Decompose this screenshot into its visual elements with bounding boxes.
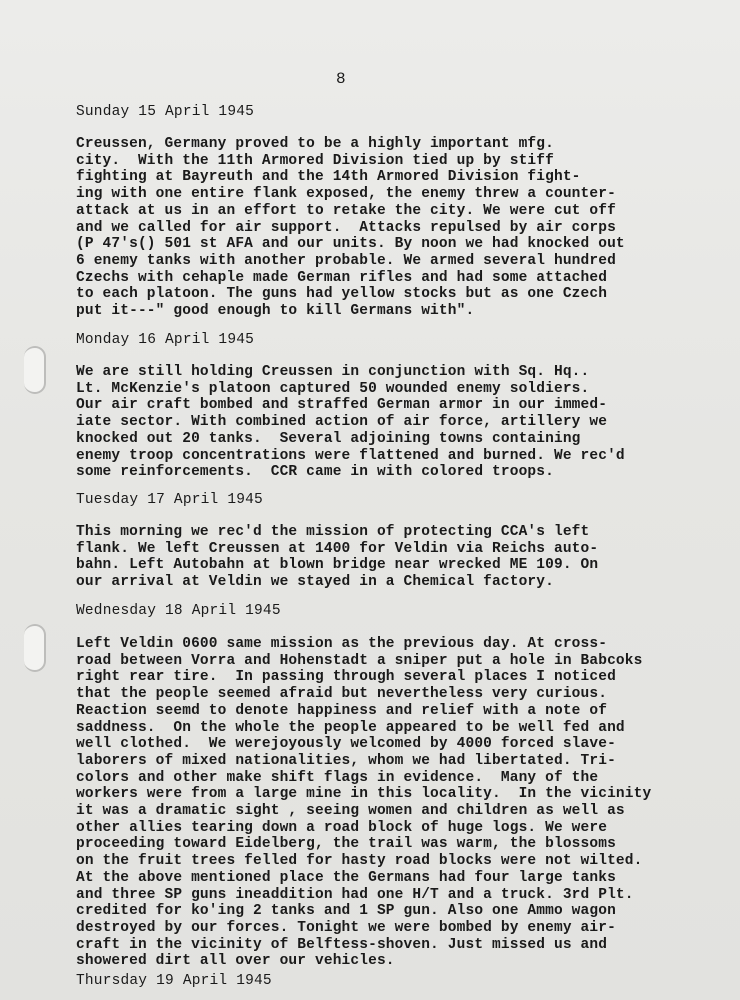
text-line: fighting at Bayreuth and the 14th Armored Division fight- bbox=[76, 169, 581, 186]
text-line: attack at us in an effort to retake the city. We were cut off bbox=[76, 202, 616, 219]
text-line: (P 47's() 501 st AFA and our units. By noon we had knocked out bbox=[76, 236, 625, 253]
text-line: Left Veldin 0600 same mission as the previous day. At cross- bbox=[76, 636, 608, 652]
text-line: workers were from a large mine in this locality. In the vicinity bbox=[76, 786, 652, 803]
text-line: showered dirt all over our vehicles. bbox=[76, 953, 395, 970]
page-number: 8 bbox=[336, 70, 347, 88]
entry-date: Thursday 19 April 1945 bbox=[76, 973, 272, 989]
text-line: laborers of mixed nationalities, whom we had libertated. Tri- bbox=[76, 752, 616, 769]
entry-body bbox=[76, 636, 651, 970]
text-line: some reinforcements. CCR came in with colored troops. bbox=[76, 464, 554, 481]
text-line: iate sector. With combined action of air force, artillery we bbox=[76, 414, 608, 431]
entry-date: Wednesday 18 April 1945 bbox=[76, 603, 281, 619]
text-line: flank. We left Creussen at 1400 for Veldin via Reichs auto- bbox=[76, 540, 599, 557]
text-line: other allies tearing down a road block of huge logs. We were bbox=[76, 819, 608, 836]
text-line: credited for ko'ing 2 tanks and 1 SP gun. Also one Ammo wagon bbox=[76, 903, 616, 920]
text-line: and we called for air support. Attacks repulsed by air corps bbox=[76, 219, 616, 236]
text-line: 6 enemy tanks with another probable. We armed several hundred bbox=[76, 252, 616, 269]
entry-body bbox=[76, 136, 625, 320]
entry-date: Sunday 15 April 1945 bbox=[76, 104, 255, 120]
text-line: knocked out 20 tanks. Several adjoining towns containing bbox=[76, 430, 581, 447]
binder-hole bbox=[24, 346, 46, 394]
text-line: to each platoon. The guns had yellow stocks but as one Czech bbox=[76, 286, 608, 303]
text-line: colors and other make shift flags in evidence. Many of the bbox=[76, 769, 599, 786]
text-line: At the above mentioned place the Germans had four large tanks bbox=[76, 869, 616, 886]
text-line: bahn. Left Autobahn at blown bridge near wrecked ME 109. On bbox=[76, 557, 599, 574]
text-line: on the fruit trees felled for hasty road blocks were not wilted. bbox=[76, 853, 643, 870]
text-line: Creussen, Germany proved to be a highly important mfg. bbox=[76, 136, 554, 152]
entry-body bbox=[76, 364, 625, 481]
text-line: Reaction seemd to denote happiness and relief with a note of bbox=[76, 702, 608, 719]
binder-hole bbox=[24, 624, 46, 672]
text-line: destroyed by our forces. Tonight we were bombed by enemy air- bbox=[76, 919, 616, 936]
text-line: city. With the 11th Armored Division tied up by stiff bbox=[76, 152, 554, 169]
text-line: well clothed. We werejoyously welcomed by 4000 forced slave- bbox=[76, 736, 616, 753]
text-line: proceeding toward Eidelberg, the trail was warm, the blossoms bbox=[76, 836, 616, 853]
text-line: ing with one entire flank exposed, the enemy threw a counter- bbox=[76, 186, 616, 203]
text-line: put it---" good enough to kill Germans with". bbox=[76, 303, 475, 320]
text-line: right rear tire. In passing through several places I noticed bbox=[76, 669, 616, 686]
text-line: saddness. On the whole the people appeared to be well fed and bbox=[76, 719, 625, 736]
text-line: that the people seemed afraid but nevertheless very curious. bbox=[76, 686, 608, 703]
entry-date: Monday 16 April 1945 bbox=[76, 332, 255, 348]
text-line: and three SP guns ineaddition had one H/T and a truck. 3rd Plt. bbox=[76, 886, 634, 903]
text-line: road between Vorra and Hohenstadt a sniper put a hole in Babcoks bbox=[76, 652, 643, 669]
text-line: enemy troop concentrations were flattened and burned. We rec'd bbox=[76, 447, 625, 464]
text-line: We are still holding Creussen in conjunction with Sq. Hq.. bbox=[76, 364, 590, 380]
text-line: Lt. McKenzie's platoon captured 50 wounded enemy soldiers. bbox=[76, 380, 590, 397]
text-line: This morning we rec'd the mission of protecting CCA's left bbox=[76, 524, 590, 540]
text-line: Our air craft bombed and straffed German armor in our immed- bbox=[76, 397, 608, 414]
entry-date: Tuesday 17 April 1945 bbox=[76, 492, 263, 508]
text-line: our arrival at Veldin we stayed in a Chemical factory. bbox=[76, 574, 554, 591]
text-line: Czechs with cehaple made German rifles and had some attached bbox=[76, 269, 608, 286]
text-line: it was a dramatic sight , seeing women and children as well as bbox=[76, 803, 625, 820]
entry-body bbox=[76, 524, 598, 591]
text-line: craft in the vicinity of Belftess-shoven. Just missed us and bbox=[76, 936, 608, 953]
